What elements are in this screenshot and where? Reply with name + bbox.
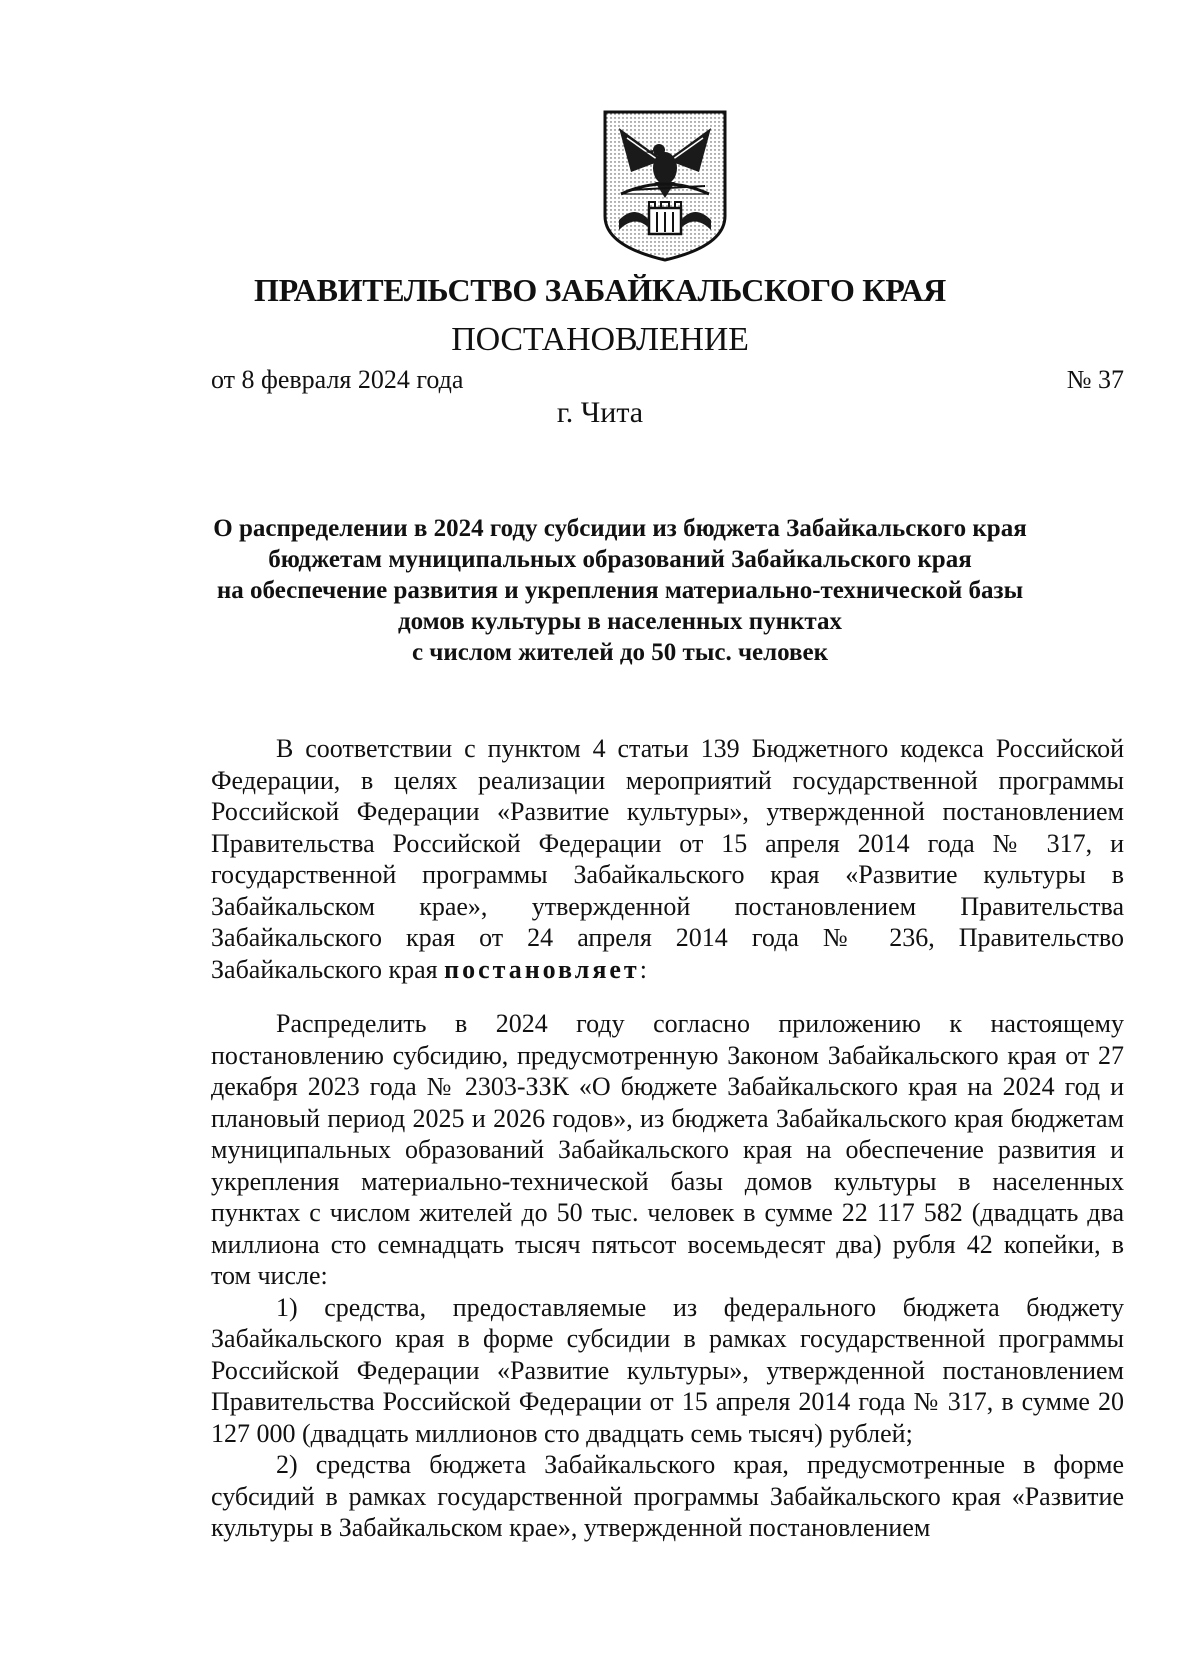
title-line: с числом жителей до 50 тыс. человек bbox=[411, 639, 829, 666]
title-line: на обеспечение развития и укрепления материально-технической базы bbox=[216, 577, 1024, 604]
preamble-block bbox=[211, 733, 1124, 985]
list-item-1: 1) средства, предоставляемые из федерального бюджета бюджету Забайкальского края в форме субсидии в рамках государственной программы Российской Федерации «Развитие культуры», утвержденной постановлением Правительства Российской Федерации от 15 апреля 2014 года № 317, в сумме 20 127 000 (двадцать миллионов сто двадцать семь тысяч) рублей; bbox=[211, 1292, 1124, 1448]
main-paragraph: Распределить в 2024 году согласно приложению к настоящему постановлению субсидию, предусмотренную Законом Забайкальского края от 27 декабря 2023 года № 2303-ЗЗК «О бюджете Забайкальского края на 2024 год и плановый период 2025 и 2026 годов», из бюджета Забайкальского края бюджетам муниципальных образований Забайкальского края на обеспечение развития и укрепления материально-технической базы домов культуры в населенных пунктах с числом жителей до 50 тыс. человек в сумме 22 117 582 (двадцать два миллиона сто семнадцать тысяч пятьсот восемьдесят два) рубля 42 копейки, в том числе: bbox=[211, 1009, 1124, 1290]
decision-block bbox=[211, 1008, 1124, 1544]
title-line: бюджетам муниципальных образований Забайкальского края bbox=[268, 546, 972, 573]
document-title bbox=[180, 513, 1060, 668]
document-city: г. Чита bbox=[556, 396, 644, 429]
document-date: от 8 февраля 2024 года bbox=[211, 365, 464, 394]
document-type: ПОСТАНОВЛЕНИЕ bbox=[451, 321, 749, 358]
list-item-2: 2) средства бюджета Забайкальского края, предусмотренные в форме субсидий в рамках государственной программы Забайкальского края «Развитие культуры в Забайкальском крае», утвержденной постановлением bbox=[211, 1450, 1124, 1542]
decree-word: постановляет bbox=[444, 954, 640, 984]
organization-name: ПРАВИТЕЛЬСТВО ЗАБАЙКАЛЬСКОГО КРАЯ bbox=[254, 272, 946, 308]
decree-colon: : bbox=[639, 954, 647, 984]
coat-of-arms-icon bbox=[601, 108, 729, 264]
document-number: № 37 bbox=[1066, 365, 1124, 394]
title-line: домов культуры в населенных пунктах bbox=[398, 608, 842, 635]
title-line: О распределении в 2024 году субсидии из бюджета Забайкальского края bbox=[213, 515, 1027, 542]
preamble-paragraph bbox=[211, 733, 1124, 985]
preamble-text: В соответствии с пунктом 4 статьи 139 Бюджетного кодекса Российской Федерации, в целях реализации мероприятий государственной программы Российской Федерации «Развитие культуры», утвержденной постановлением Правительства Российской Федерации от 15 апреля 2014 года № 317, и государственной программы Забайкальского края «Развитие культуры в Забайкальском крае», утвержденной постановлением Правительства Забайкальского края от 24 апреля 2014 года № 236, Правительство Забайкальского края bbox=[211, 734, 1124, 984]
